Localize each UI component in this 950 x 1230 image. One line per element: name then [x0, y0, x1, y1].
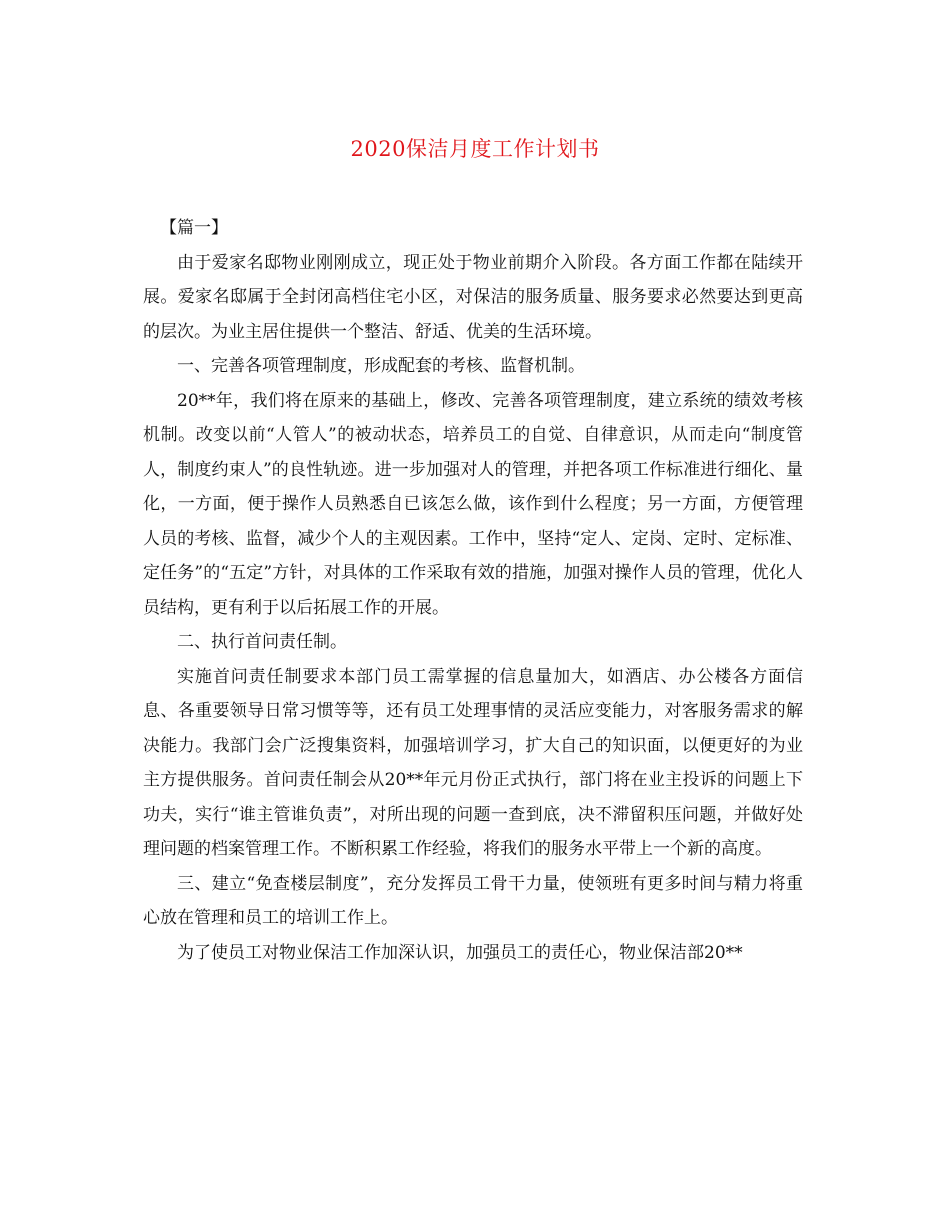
paragraph-management: 20**年，我们将在原来的基础上，修改、完善各项管理制度，建立系统的绩效考核机制。改变以前“人管人”的被动状态，培养员工的自觉、自律意识，从而走向“制度管人，制度约束人”的良性轨迹。进一步加强对人的管理，并把各项工作标准进行细化、量化，一方面，便于操作人员熟悉自已该怎么做，该作到什么程度；另一方面，方便管理人员的考核、监督，减少个人的主观因素。工作中，坚持“定人、定岗、定时、定标准、定任务”的“五定”方针，对具体的工作采取有效的措施，加强对操作人员的管理，优化人员结构，更有利于以后拓展工作的开展。 — [143, 390, 803, 618]
paragraph-first-inquiry: 实施首问责任制要求本部门员工需掌握的信息量加大，如酒店、办公楼各方面信息、各重要领导日常习惯等等，还有员工处理事情的灵活应变能力，对客服务需求的解决能力。我部门会广泛搜集资料，加强培训学习，扩大自己的知识面，以便更好的为业主方提供服务。首问责任制会从20**年元月份正式执行，部门将在业主投诉的问题上下功夫，实行“谁主管谁负责”，对所出现的问题一查到底，决不滞留积压问题，并做好处理问题的档案管理工作。不断积累工作经验，将我们的服务水平带上一个新的高度。 — [143, 666, 803, 859]
paragraph-training: 为了使员工对物业保洁工作加深认识，加强员工的责任心，物业保洁部20** — [177, 942, 743, 963]
heading-three: 三、建立“免查楼层制度”，充分发挥员工骨干力量，使领班有更多时间与精力将重心放在管理和员工的培训工作上。 — [143, 873, 803, 928]
document-body — [143, 211, 803, 970]
document-title: 2020保洁月度工作计划书 — [350, 137, 600, 161]
heading-two: 二、执行首问责任制。 — [177, 632, 347, 652]
paragraph-intro: 由于爱家名邸物业刚刚成立，现正处于物业前期介入阶段。各方面工作都在陆续开展。爱家名邸属于全封闭高档住宅小区，对保洁的服务质量、服务要求必然要达到更高的层次。为业主居住提供一个整洁、舒适、优美的生活环境。 — [143, 252, 803, 342]
heading-one: 一、完善各项管理制度，形成配套的考核、监督机制。 — [177, 356, 585, 376]
section-label: 【篇一】 — [160, 218, 228, 238]
